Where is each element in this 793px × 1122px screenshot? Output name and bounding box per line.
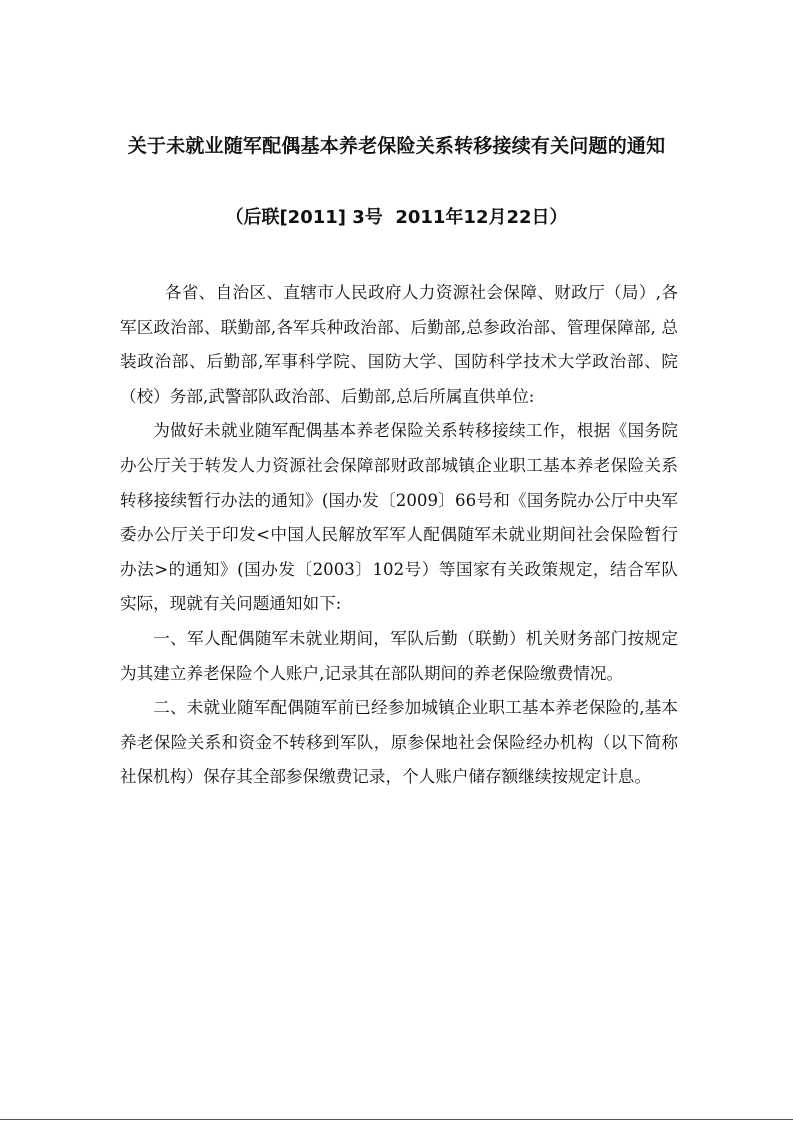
document-title: 关于未就业随军配偶基本养老保险关系转移接续有关问题的通知 <box>127 135 666 157</box>
page-bottom-divider <box>0 1119 793 1120</box>
document-body <box>120 276 678 795</box>
document-subtitle: （后联[2011] 3号 2011年12月22日） <box>225 207 568 228</box>
paragraph-preamble: 为做好未就业随军配偶基本养老保险关系转移接续工作，根据《国务院办公厅关于转发人力资源社会保障部财政部城镇企业职工基本养老保险关系转移接续暂行办法的通知》(国办发〔2009〕66号和《国务院办公厅中央军委办公厅关于印发<中国人民解放军军人配偶随军未就业期间社会保险暂行办法>的通知》(国办发〔2003〕102号）等国家有关政策规定，结合军队实际，现就有关问题通知如下: <box>120 421 678 614</box>
paragraph-addressees: 各省、自治区、直辖市人民政府人力资源社会保障、财政厅（局）,各军区政治部、联勤部,各军兵种政治部、后勤部,总参政治部、管理保障部, 总装政治部、后勤部,军事科学院、国防大学、国防科学技术大学政治部、院（校）务部,武警部队政治部、后勤部,总后所属直供单位: <box>120 283 678 406</box>
paragraph-item-2: 二、未就业随军配偶随军前已经参加城镇企业职工基本养老保险的,基本养老保险关系和资金不转移到军队，原参保地社会保险经办机构（以下简称社保机构）保存其全部参保缴费记录，个人账户储存额继续按规定计息。 <box>120 698 678 787</box>
paragraph-item-1: 一、军人配偶随军未就业期间，军队后勤（联勤）机关财务部门按规定为其建立养老保险个人账户,记录其在部队期间的养老保险缴费情况。 <box>120 628 678 683</box>
